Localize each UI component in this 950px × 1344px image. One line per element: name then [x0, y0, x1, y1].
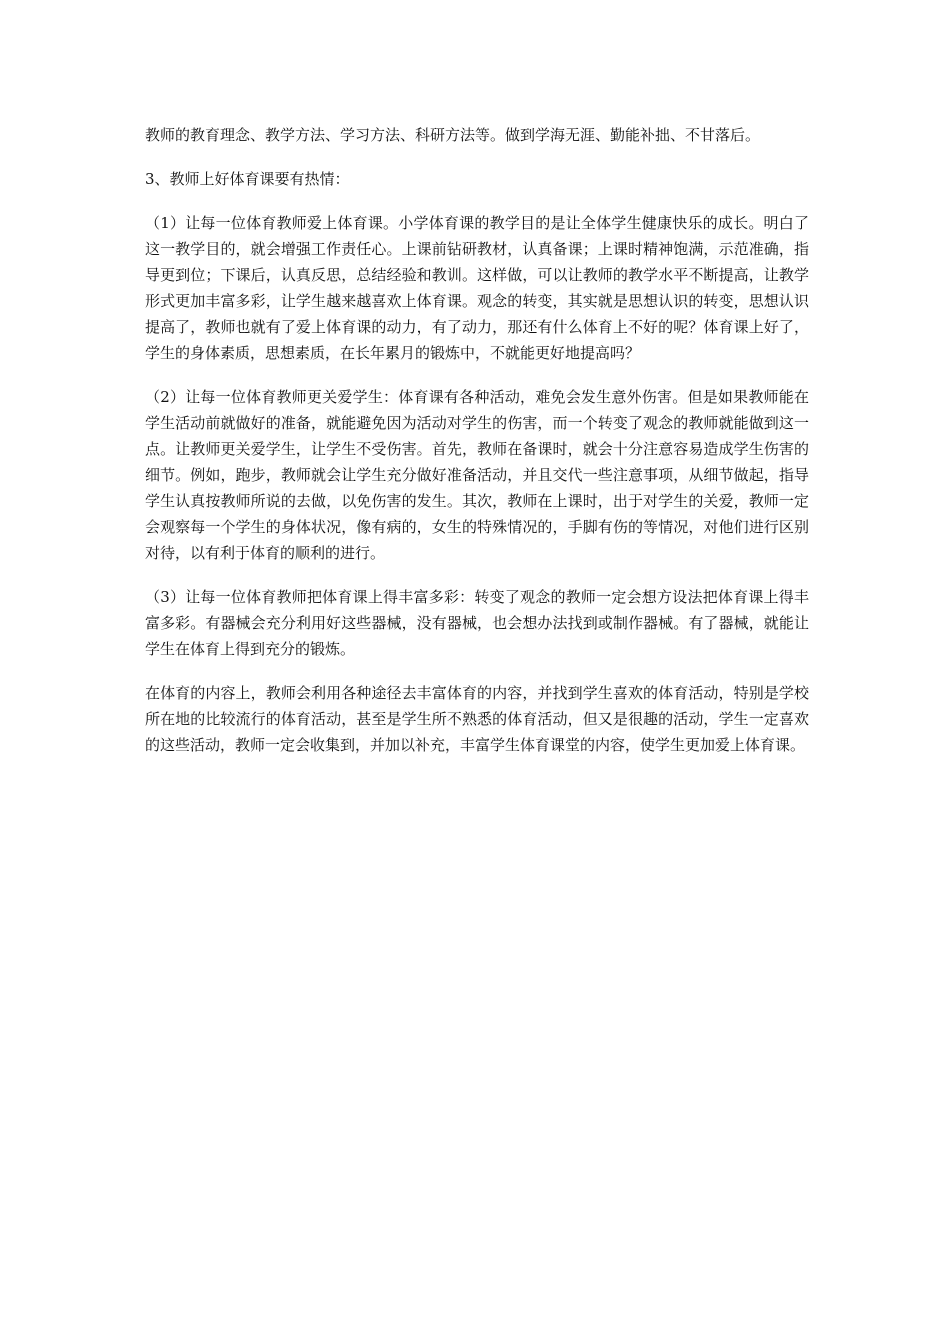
- paragraph-item-3: （3）让每一位体育教师把体育课上得丰富多彩：转变了观念的教师一定会想方设法把体育课上得丰富多彩。有器械会充分利用好这些器械，没有器械，也会想办法找到或制作器械。有了器械，就能让学生在体育上得到充分的锻炼。: [145, 588, 809, 658]
- paragraph-intro-continuation: 教师的教育理念、教学方法、学习方法、科研方法等。做到学海无涯、勤能补拙、不甘落后。: [145, 126, 761, 144]
- section-heading-3: 3、教师上好体育课要有热情：: [145, 170, 350, 188]
- paragraph-item-2: （2）让每一位体育教师更关爱学生：体育课有各种活动，难免会发生意外伤害。但是如果教师能在学生活动前就做好的准备，就能避免因为活动对学生的伤害，而一个转变了观念的教师就能做到这一点。让教师更关爱学生，让学生不受伤害。首先，教师在备课时，就会十分注意容易造成学生伤害的细节。例如，跑步，教师就会让学生充分做好准备活动，并且交代一些注意事项，从细节做起，指导学生认真按教师所说的去做，以免伤害的发生。其次，教师在上课时，出于对学生的关爱，教师一定会观察每一个学生的身体状况，像有病的，女生的特殊情况的，手脚有伤的等情况，对他们进行区别对待，以有利于体育的顺利的进行。: [145, 388, 809, 562]
- paragraph-content-enrichment: 在体育的内容上，教师会利用各种途径去丰富体育的内容，并找到学生喜欢的体育活动，特别是学校所在地的比较流行的体育活动，甚至是学生所不熟悉的体育活动，但又是很趣的活动，学生一定喜欢的这些活动，教师一定会收集到，并加以补充，丰富学生体育课堂的内容，使学生更加爱上体育课。: [145, 684, 809, 754]
- paragraph-item-1: （1）让每一位体育教师爱上体育课。小学体育课的教学目的是让全体学生健康快乐的成长。明白了这一教学目的，就会增强工作责任心。上课前钻研教材，认真备课；上课时精神饱满，示范准确，指导更到位；下课后，认真反思，总结经验和教训。这样做，可以让教师的教学水平不断提高，让教学形式更加丰富多彩，让学生越来越喜欢上体育课。观念的转变，其实就是思想认识的转变，思想认识提高了，教师也就有了爱上体育课的动力，有了动力，那还有什么体育上不好的呢？体育课上好了，学生的身体素质，思想素质，在长年累月的锻炼中，不就能更好地提高吗？: [145, 214, 809, 362]
- document-body: [145, 122, 809, 776]
